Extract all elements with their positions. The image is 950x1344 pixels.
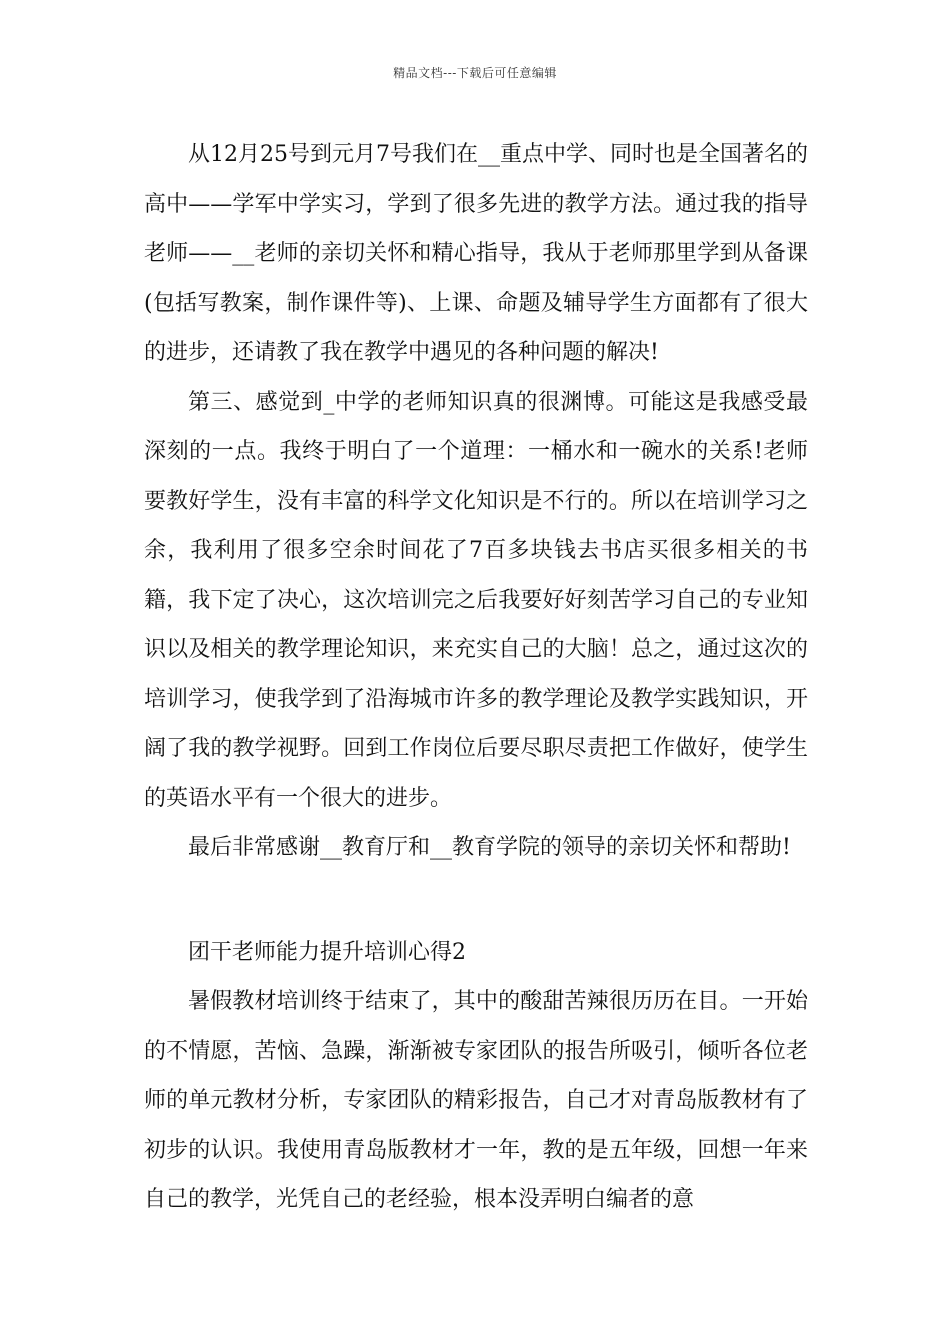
section-title: 团干老师能力提升培训心得2 bbox=[188, 939, 466, 965]
paragraph-internship: 从12月25号到元月7号我们在__重点中学、同时也是全国著名的高中——学军中学实习，学到了很多先进的教学方法。通过我的指导老师——__老师的亲切关怀和精心指导，我从于老师那里学到从备课(包括写教案，制作课件等)、上课、命题及辅导学生方面都有了很大的进步，还请教了我在教学中遇见的各种问题的解决! bbox=[144, 142, 808, 365]
section-gap bbox=[144, 873, 808, 928]
document-body bbox=[144, 130, 808, 1225]
paragraph-knowledge: 第三、感觉到_中学的老师知识真的很渊博。可能这是我感受最深刻的一点。我终于明白了一个道理：一桶水和一碗水的关系!老师要教好学生，没有丰富的科学文化知识是不行的。所以在培训学习之余，我利用了很多空余时间花了7百多块钱去书店买很多相关的书籍，我下定了决心，这次培训完之后我要好好刻苦学习自己的专业知识以及相关的教学理论知识，来充实自己的大脑！总之，通过这次的培训学习，使我学到了沿海城市许多的教学理论及教学实践知识，开阔了我的教学视野。回到工作岗位后要尽职尽责把工作做好，使学生的英语水平有一个很大的进步。 bbox=[144, 389, 808, 811]
page-header: 精品文档---下载后可任意编辑 bbox=[393, 66, 557, 80]
paragraph-thanks: 最后非常感谢__教育厅和__教育学院的领导的亲切关怀和帮助! bbox=[188, 835, 791, 860]
paragraph-training: 暑假教材培训终于结束了，其中的酸甜苦辣很历历在目。一开始的不情愿，苦恼、急躁，渐渐被专家团队的报告所吸引，倾听各位老师的单元教材分析，专家团队的精彩报告，自己才对青岛版教材有了初步的认识。我使用青岛版教材才一年，教的是五年级，回想一年来自己的教学，光凭自己的老经验，根本没弄明白编者的意 bbox=[144, 989, 808, 1212]
